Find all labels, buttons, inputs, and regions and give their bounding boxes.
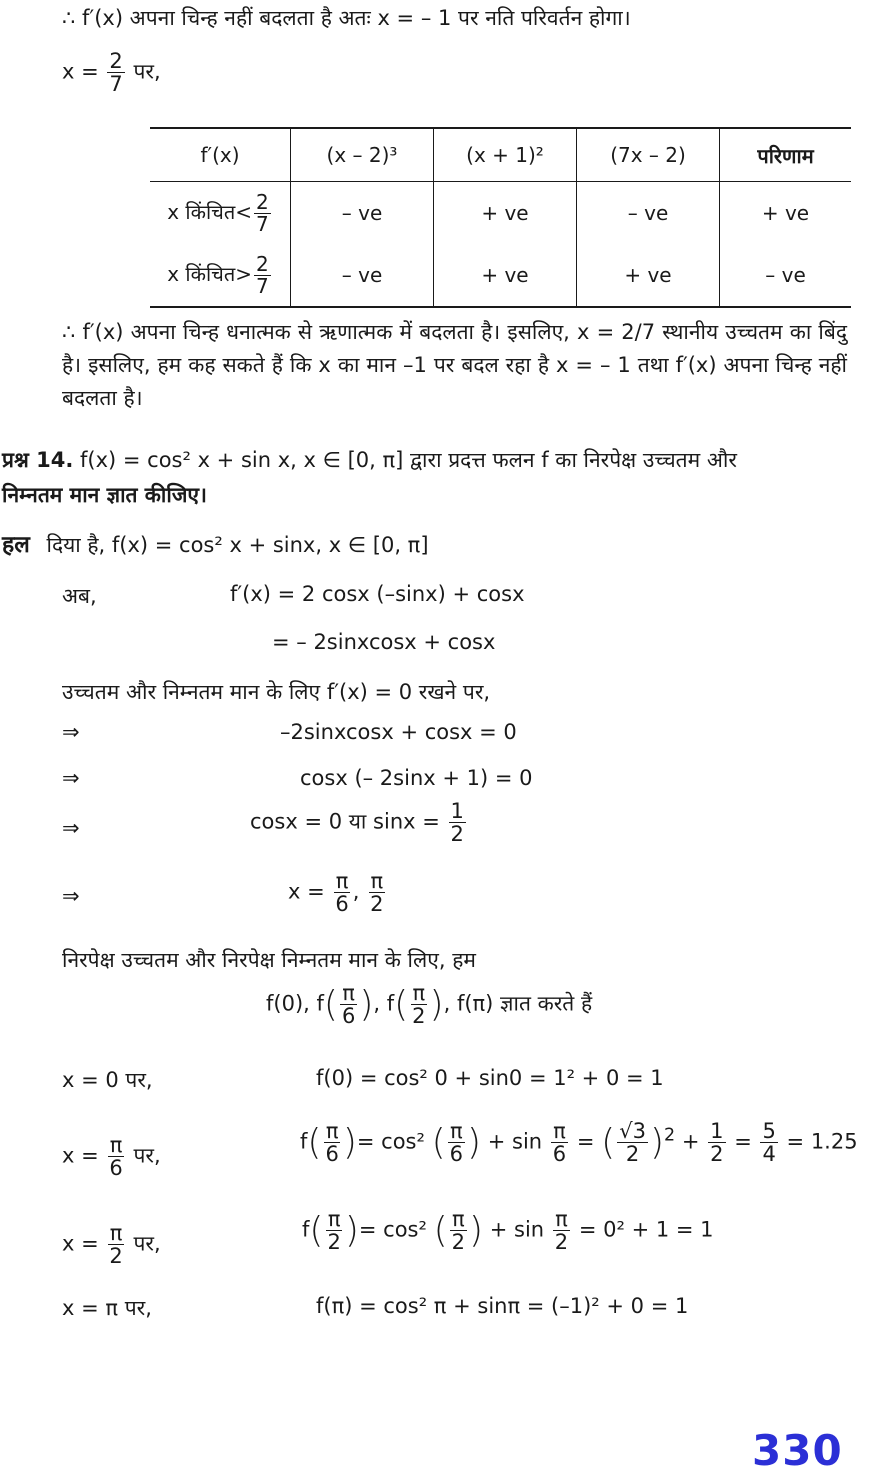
fraction: $\frac{\pi}{6}$ [552, 1119, 567, 1167]
f: f [302, 1217, 310, 1242]
eq: = [576, 1129, 595, 1154]
fraction: $\frac{\pi}{2}$ [327, 1207, 341, 1255]
arrow-icon: ⇒ [62, 720, 80, 744]
row-label [150, 182, 291, 245]
step-3-text: cosx = 0 या sinx = [250, 809, 440, 834]
fraction-pi-6: $\frac{\pi}{6}$ [109, 1133, 123, 1181]
arrow-icon: ⇒ [62, 884, 80, 908]
conclusion-paragraph: ∴ f′(x) अपना चिन्ह धनात्मक से ऋणात्मक में बदलता है। इसलिए, x = 2/7 स्थानीय उच्चतम का बिंदु है। इसलिए, हम कह सकते हैं कि x का मान –1 पर बदल रहा है x = – 1 तथा f′(x) अपना चिन्ह नहीं बदलता है। [62, 320, 847, 410]
fraction: $\frac{√3}{2}$ [619, 1119, 646, 1167]
result: = 0² + 1 = 1 [578, 1217, 714, 1242]
suffix: पर, [133, 59, 161, 84]
fraction: $\frac{1}{2}$ [710, 1119, 724, 1167]
fraction-pi-6: $\frac{\pi}{6}$ [341, 981, 356, 1029]
plus: + [681, 1129, 700, 1154]
page-number: 330 [752, 1426, 843, 1475]
plus-sin: + sin [487, 1129, 543, 1154]
at-pi-6-expr: f( $\frac{\pi}{6}$ )= cos² ( $\frac{\pi}{6}$ ) + sin $\frac{\pi}{6}$ = ( $\frac{√3}{2}$ )$^2$ + $\frac{1}{2}$ = $\frac{5}{4}$ = 1.25 [300, 1119, 858, 1167]
at-zero-label: x = 0 पर, [62, 1068, 153, 1092]
table-row [150, 182, 851, 245]
table-cell: – ve [291, 244, 434, 307]
given-text: दिया है, f(x) = cos² x + sinx, x ∈ [0, π] [46, 533, 429, 557]
set-zero-line: उच्चतम और निम्नतम मान के लिए f′(x) = 0 रखने पर, [62, 680, 491, 704]
question-text: f(x) = cos² x + sin x, x ∈ [0, π] द्वारा प्रदत्त फलन f का निरपेक्ष उच्चतम और [80, 448, 737, 472]
absolute-intro: निरपेक्ष उच्चतम और निरपेक्ष निम्नतम मान के लिए, हम [62, 948, 476, 972]
derivative-line-2: = – 2sinxcosx + cosx [272, 630, 496, 654]
ab-label: अब, [62, 584, 97, 608]
fraction: $\frac{2}{7}$ [256, 251, 269, 298]
suffix: पर, [133, 1231, 161, 1256]
label-prefix: x किंचित< [167, 199, 253, 224]
fraction: $\frac{\pi}{2}$ [451, 1207, 466, 1255]
step-4-text: x = [288, 879, 325, 904]
table-cell: + ve [577, 244, 720, 307]
step-4 [288, 870, 388, 915]
at-pi-expr: f(π) = cos² π + sinπ = (–1)² + 0 = 1 [316, 1294, 689, 1318]
table-row [150, 244, 851, 307]
step-1: –2sinxcosx + cosx = 0 [280, 720, 517, 744]
table-cell: + ve [434, 244, 577, 307]
step-2: cosx (– 2sinx + 1) = 0 [300, 766, 533, 790]
f: f [300, 1129, 308, 1154]
fraction-pi-2: $\frac{\pi}{2}$ [109, 1221, 123, 1269]
eval-post: f(π) ज्ञात करते हैं [456, 991, 593, 1016]
header-cell: परिणाम [720, 128, 852, 182]
fraction-pi-2: $\frac{\pi}{2}$ [412, 981, 426, 1029]
fraction-1-2: $\frac{1}{2}$ [450, 799, 464, 847]
question-line-1 [2, 446, 737, 474]
eq: = [734, 1129, 752, 1154]
square: 2 [664, 1125, 676, 1146]
table-cell: + ve [434, 182, 577, 245]
eval-pre: f(0), f [266, 991, 324, 1016]
header-cell: (7x – 2) [577, 128, 720, 182]
header-cell: (x – 2)³ [291, 128, 434, 182]
at-two-sevenths [62, 50, 161, 95]
fraction: $\frac{\pi}{2}$ [554, 1207, 569, 1255]
arrow-icon: ⇒ [62, 766, 80, 790]
solution-label: हल [2, 532, 30, 558]
fraction-2-7: $\frac{2}{7}$ [109, 49, 123, 97]
table-cell: – ve [720, 244, 852, 307]
comma: , [352, 879, 360, 904]
at-pi-6-label [62, 1134, 161, 1179]
suffix: पर, [133, 1143, 161, 1168]
table-header-row [150, 128, 851, 182]
question-line-2: निम्नतम मान ज्ञात कीजिए। [2, 483, 207, 507]
eq: = cos² [358, 1217, 427, 1242]
at-pi-label: x = π पर, [62, 1296, 152, 1320]
plus-sin: + sin [489, 1217, 545, 1242]
fraction-pi-6: $\frac{\pi}{6}$ [335, 869, 349, 917]
row-label [150, 244, 291, 307]
top-line: ∴ f′(x) अपना चिन्ह नहीं बदलता है अतः x = – 1 पर नति परिवर्तन होगा। [62, 6, 631, 30]
eval-mid: f [386, 991, 395, 1016]
x-eq: x = [62, 59, 99, 84]
fraction: $\frac{2}{7}$ [256, 189, 269, 236]
step-3 [250, 800, 468, 845]
x-eq: x = [62, 1143, 99, 1168]
solution-given-line [2, 527, 429, 559]
derivative-line-1: f′(x) = 2 cosx (–sinx) + cosx [230, 582, 525, 606]
table-cell: + ve [720, 182, 852, 245]
fraction: $\frac{\pi}{6}$ [449, 1119, 464, 1167]
result: = 1.25 [786, 1129, 858, 1154]
header-cell: f′(x) [150, 128, 291, 182]
arrow-icon: ⇒ [62, 816, 80, 840]
fraction: $\frac{\pi}{6}$ [325, 1119, 339, 1167]
eq: = cos² [356, 1129, 425, 1154]
label-prefix: x किंचित> [167, 261, 253, 286]
fraction-pi-2: $\frac{\pi}{2}$ [370, 869, 384, 917]
table-cell: – ve [577, 182, 720, 245]
fraction: $\frac{5}{4}$ [762, 1119, 776, 1167]
sign-table [150, 127, 851, 308]
question-label: प्रश्न 14. [2, 448, 74, 472]
at-zero-expr: f(0) = cos² 0 + sin0 = 1² + 0 = 1 [316, 1066, 664, 1090]
header-cell: (x + 1)² [434, 128, 577, 182]
table-cell: – ve [291, 182, 434, 245]
at-pi-2-label [62, 1222, 161, 1267]
x-eq: x = [62, 1231, 99, 1256]
evaluation-list: f(0), f( $\frac{\pi}{6}$ ), f( $\frac{\pi}{2}$ ), f(π) ज्ञात करते हैं [266, 981, 593, 1029]
at-pi-2-expr: f( $\frac{\pi}{2}$ )= cos² ( $\frac{\pi}{2}$ ) + sin $\frac{\pi}{2}$ = 0² + 1 = 1 [302, 1207, 714, 1255]
